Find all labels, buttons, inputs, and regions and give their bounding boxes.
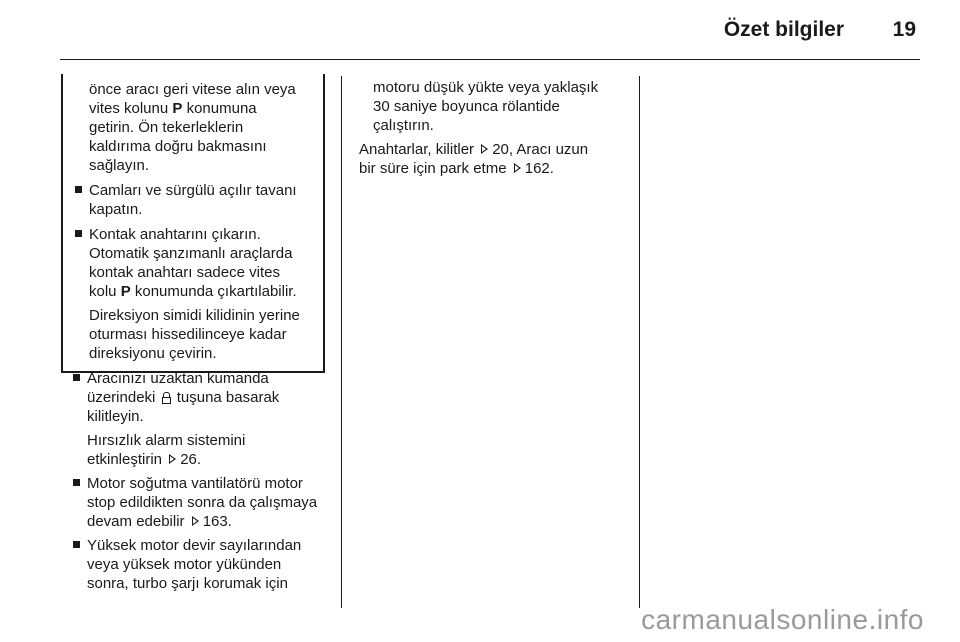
list-item: Camları ve sürgülü açılır tavanı kapatın. [63,181,323,219]
page-reference[interactable]: 163. [202,513,232,530]
bullet-icon [73,479,80,486]
header-divider [60,59,920,60]
reference-arrow-icon [192,516,199,526]
bullet-icon [75,186,82,193]
list-item: Motor soğutma vantilatörü motor stop edildikten sonra da çalışmaya devam edebilir 163. [61,474,331,531]
references-paragraph: Anahtarlar, kilitler 20, Aracı uzun bir süre için park etme 162. [359,141,589,177]
alarm-note: Hırsızlık alarm sistemini etkinleştirin 26. [87,432,246,468]
lock-icon [162,392,171,403]
bullet-icon [75,230,82,237]
reference-arrow-icon [481,144,488,154]
box-intro: önce aracı geri vitese alın veya vites kolunu P konumuna getirin. Ön tekerleklerin kaldırıma doğru bakmasını sağlayın. [89,81,296,174]
page-number: 19 [892,18,916,41]
column-2 [359,78,629,178]
column-1-list [61,369,331,598]
reference-arrow-icon [514,163,521,173]
list-item: Aracınızı uzaktan kumanda üzerindeki tuşuna basarak kilitleyin. [61,369,331,426]
page-reference[interactable]: 162. [524,160,554,177]
bullet-icon [73,541,80,548]
list-item: Kontak anahtarını çıkarın. Otomatik şanzımanlı araçlarda kontak anahtarı sadece vites kolu P konumunda çıkartılabilir. [63,225,323,301]
list-item: Yüksek motor devir sayılarından veya yüksek motor yükünden sonra, turbo şarjı korumak için [61,536,331,593]
bullet-icon [73,374,80,381]
page-title: Özet bilgiler [723,18,844,41]
watermark: carmanualsonline.info [641,604,924,635]
box-item2-note: Direksiyon simidi kilidinin yerine oturması hissedilinceye kadar direksiyonu çevirin. [89,307,300,362]
page-reference[interactable]: 20, Aracı uzun [492,141,589,158]
column-divider-1 [341,76,342,608]
continued-box [61,74,325,373]
turbo-continuation: motoru düşük yükte veya yaklaşık 30 saniye boyunca rölantide çalıştırın. [373,79,599,134]
column-divider-2 [639,76,640,608]
reference-arrow-icon [169,454,176,464]
page-reference[interactable]: 26. [180,451,202,468]
